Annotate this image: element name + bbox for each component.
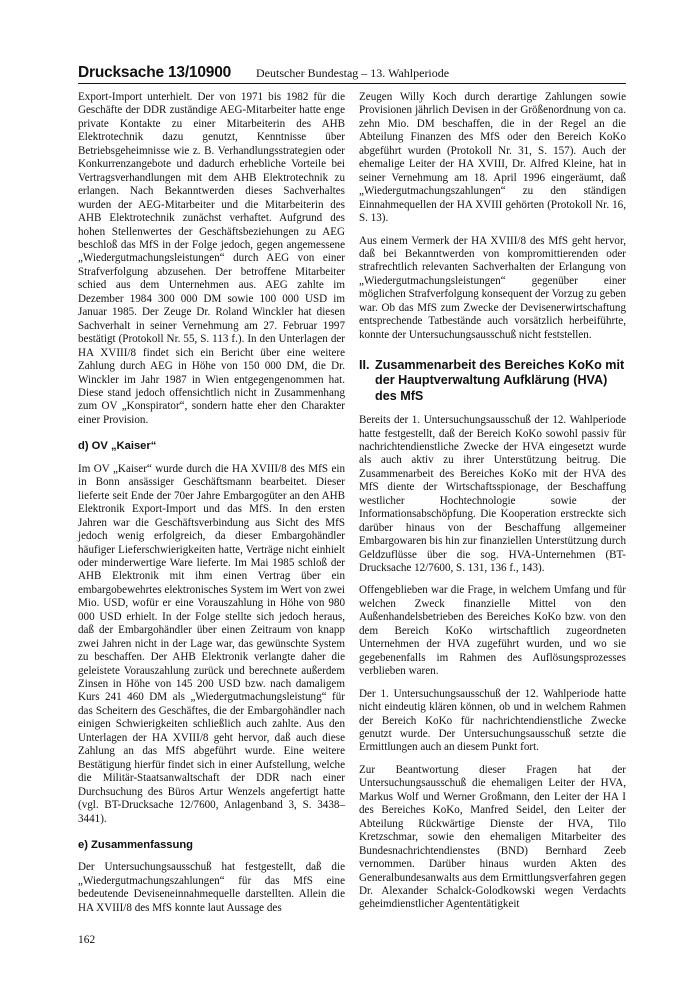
paragraph-right-5: Der 1. Untersuchungsausschuß der 12. Wahlperiode hatte nicht eindeutig klären können, ob und in welchem Rahmen der Bereich KoKo für nachrichtendienstliche Zwecke genutzt wurde. Der Untersuchungsausschuß setzte die Ermittlungen auch an diesem Punkt fort. <box>359 687 626 754</box>
section-number: II. <box>359 358 370 373</box>
parliament-label: Deutscher Bundestag – 13. Wahlperiode <box>256 66 450 80</box>
subheading-zusammenfassung: e) Zusammenfassung <box>78 839 194 852</box>
document-number: Drucksache 13/10900 <box>78 64 232 81</box>
paragraph-left-1: Export-Import unterhielt. Der von 1971 bis 1982 für die Geschäfte der DDR zuständige AEG-Mitarbeiter hatte enge private Kontakte zu einer Mitarbeiterin des AHB Elektrotechnik dazu genutzt, Kenntnisse über Betriebsgeheimnisse wie z. B. Verhandlungsstrategien oder Konkurrenzangebote und dadurch erhebliche Vorteile bei Vertragsverhandlungen mit dem AHB Elektrotechnik zu erlangen. Nach Bekanntwerden dieses Sachverhaltes wurden der AEG-Mitarbeiter und die Mitarbeiterin des AHB Elektrotechnik zunächst verhaftet. Aufgrund des hohen Stellenwertes der Geschäftsbeziehungen zu AEG beschloß das MfS in der Folge jedoch, gegen angemessene „Wiedergutmachungsleistungen“ durch AEG von einer Strafverfolgung abzusehen. Der betroffene Mitarbeiter schied aus dem Unternehmen aus. AEG zahlte im Dezember 1984 300 000 DM sowie 100 000 USD im Januar 1985. Der Zeuge Dr. Roland Winckler hat diesen Sachverhalt in seiner Vernehmung am 27. Februar 1997 bestätigt (Protokoll Nr. 55, S. 113 f.). In den Unterlagen der HA XVIII/8 findet sich ein Bericht über eine weitere Zahlung durch AEG in Höhe von 150 000 DM, die Dr. Winckler im Jahr 1987 in Wien entgegengenommen hat. Diese stand jedoch offensichtlich nicht in Zusammenhang zum OV „Konspirator“, sondern hatte eher den Charakter einer Provision. <box>78 91 345 426</box>
paragraph-right-2: Aus einem Vermerk der HA XVIII/8 des MfS geht hervor, daß bei Bekanntwerden von kompromittierenden oder strafrechtlich relevanten Sachverhalten der Erlangung von „Wiedergutmachungsleistungen“ gegenüber einer möglichen Strafverfolgung konsequent der Vorzug zu geben war. Ob das MfS zum Zwecke der Devisenerwirtschaftung entsprechende Tatbestände auch vorsätzlich herbeiführte, konnte der Untersuchungsausschuß nicht feststellen. <box>359 234 627 341</box>
page-number: 162 <box>78 934 96 946</box>
paragraph-right-3: Bereits der 1. Untersuchungsausschuß der 12. Wahlperiode hatte festgestellt, daß der Bereich KoKo sowohl passiv für nachrichtendienstliche Zwecke der HVA eingesetzt wurde als auch aktiv zu ihrer Unterstützung beitrug. Die Zusammenarbeit des Bereiches KoKo mit der HVA des MfS diente der Wirtschaftsspionage, der Beschaffung westlicher Hochtechnologie sowie der Informationsabschöpfung. Die Kooperation erstreckte sich darüber hinaus von der Beschaffung allgemeiner Embargowaren bis hin zur finanziellen Unterstützung durch Geldzuflüsse über die sog. HVA-Unternehmen (BT-Drucksache 12/7600, S. 131, 136 f., 143). <box>359 414 626 575</box>
subheading-ov-kaiser: d) OV „Kaiser“ <box>78 440 157 453</box>
right-column <box>359 91 626 912</box>
header-divider <box>78 83 626 84</box>
paragraph-left-2: Im OV „Kaiser“ wurde durch die HA XVIII/8 des MfS ein in Bonn ansässiger Geschäftsmann bearbeitet. Dieser lieferte seit Ende der 70er Jahre Embargogüter an den AHB Elektronik Export-Import und das MfS. In den ersten Jahren war die Geschäftsverbindung aus Sicht des MfS jedoch wenig erfolgreich, da dieser Embargohändler häufiger Lieferschwierigkeiten hatte, Verträge nicht einhielt oder minderwertige Ware lieferte. Im Mai 1985 schloß der AHB Elektronik mit ihm einen Vertrag über ein embargobewehrtes elektronisches System im Wert von zwei Mio. USD, wofür er eine Vorauszahlung in Höhe von 980 000 USD erhielt. In der Folge stellte sich jedoch heraus, daß der Embargohändler über einen Zeitraum von knapp zwei Jahren nicht in der Lage war, das gewünschte System zu beschaffen. Der AHB Elektronik verlangte daher die geleistete Vorauszahlung zurück und berechnete außerdem Zinsen in Höhe von 145 200 USD bzw. nach damaligem Kurs 241 460 DM als „Wiedergutmachungsleistung“ für das Scheitern des Geschäftes, die der Embargohändler nach einigen Schwierigkeiten schließlich auch zahlte. Aus den Unterlagen der HA XVIII/8 geht hervor, daß auch diese Zahlung an das MfS abgeführt wurde. Eine weitere Bestätigung hierfür findet sich in einer Aufstellung, welche die Militär-Staatsanwaltschaft der DDR nach einer Durchsuchung des Büros Artur Wenzels angefertigt hatte (vgl. BT-Drucksache 12/7600, Anlagenband 3, S. 3438–3441). <box>78 462 345 825</box>
left-column <box>78 91 345 915</box>
paragraph-right-4: Offengeblieben war die Frage, in welchem Umfang und für welchen Zweck finanzielle Mittel von den Außenhandelsbetrieben des Bereiches KoKo bzw. von den dem Bereich KoKo wirtschaftlich zugeordneten Unternehmen der HVA zugeführt wurden, und wo sie gegebenenfalls im Rahmen des Auflösungsprozesses verblieben waren. <box>359 584 626 678</box>
paragraph-right-1: Zeugen Willy Koch durch derartige Zahlungen sowie Provisionen jährlich Devisen in der Größenordnung von ca. zehn Mio. DM beschaffen, die in der Regel an die Abteilung Finanzen des MfS oder den Bereich KoKo abgeführt wurden (Protokoll Nr. 31, S. 157). Auch der ehemalige Leiter der HA XVIII, Dr. Alfred Kleine, hat in seiner Vernehmung am 18. April 1996 eingeräumt, daß „Wiedergutmachungszahlungen“ zu den ständigen Einnahmequellen der HA XVIII gehörten (Protokoll Nr. 16, S. 13). <box>359 91 626 225</box>
section-title: Zusammenarbeit des Bereiches KoKo mit der Hauptverwaltung Aufklärung (HVA) des MfS <box>375 358 625 403</box>
paragraph-left-3: Der Untersuchungsausschuß hat festgestellt, daß die „Wiedergutmachungszahlungen“ für das MfS eine bedeutende Deviseneinnahmequelle darstellten. Allein die HA XVIII/8 des MfS konnte laut Aussage des <box>78 861 345 914</box>
section-heading-ii <box>359 358 626 404</box>
paragraph-right-6: Zur Beantwortung dieser Fragen hat der Untersuchungsausschuß die ehemaligen Leiter der HVA, Markus Wolf und Werner Großmann, den Leiter der HA I des Bereiches KoKo, Manfred Seidel, den Leiter der Abteilung Rückwärtige Dienste der HVA, Tilo Kretzschmar, sowie den ehemaligen Mitarbeiter des Bundesnachrichtendienstes (BND) Bernhard Zeeb vernommen. Darüber hinaus wurden Akten des Generalbundesanwalts aus dem Ermittlungsverfahren gegen Dr. Alexander Schalck-Golodkowski wegen Verdachts geheimdienstlicher Agententätigkeit <box>359 763 626 911</box>
